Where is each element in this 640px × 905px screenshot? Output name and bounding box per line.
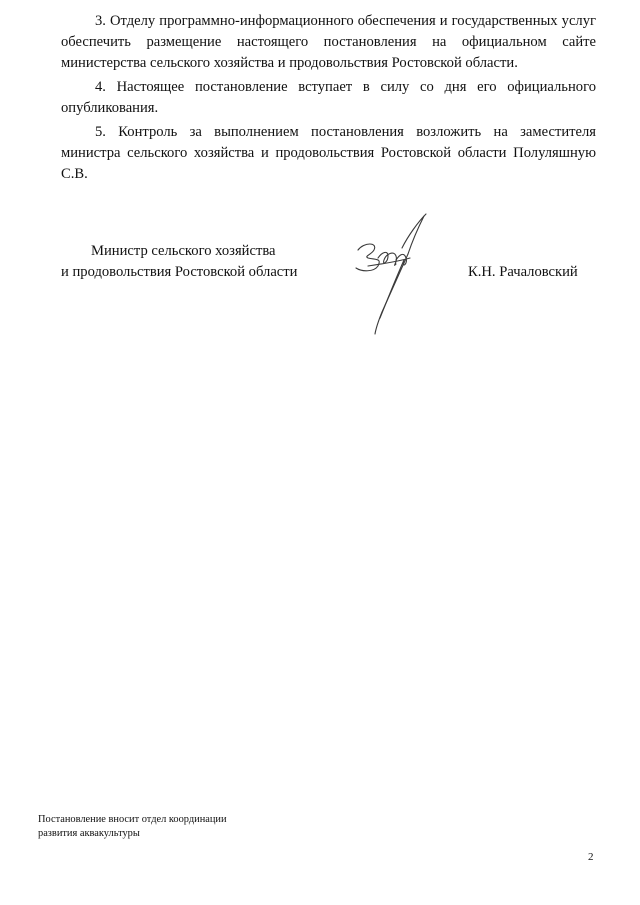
footer-note-line2: развития аквакультуры [38, 828, 140, 839]
paragraph-5: 5. Контроль за выполнением постановления возложить на заместителя министра сельского хозяйства и продовольствия Ростовской области Полуляшную С.В. [61, 124, 596, 182]
signatory-name: К.Н. Рачаловский [468, 264, 578, 280]
signatory-title-line1: Министр сельского хозяйства [91, 243, 276, 259]
signatory-title-line2: и продовольствия Ростовской области [61, 264, 298, 280]
page-number: 2 [588, 851, 594, 863]
footer-note-line1: Постановление вносит отдел координации [38, 814, 227, 825]
paragraph-3: 3. Отделу программно-информационного обеспечения и государственных услуг обеспечить размещение настоящего постановления на официальном сайте министерства сельского хозяйства и продовольствия Ростовской области. [61, 13, 596, 71]
handwritten-signature [338, 208, 438, 340]
signatory-title [61, 241, 297, 283]
document-body [61, 11, 596, 185]
footer-note [38, 813, 227, 841]
paragraph-4: 4. Настоящее постановление вступает в силу со дня его официального опубликования. [61, 79, 596, 116]
